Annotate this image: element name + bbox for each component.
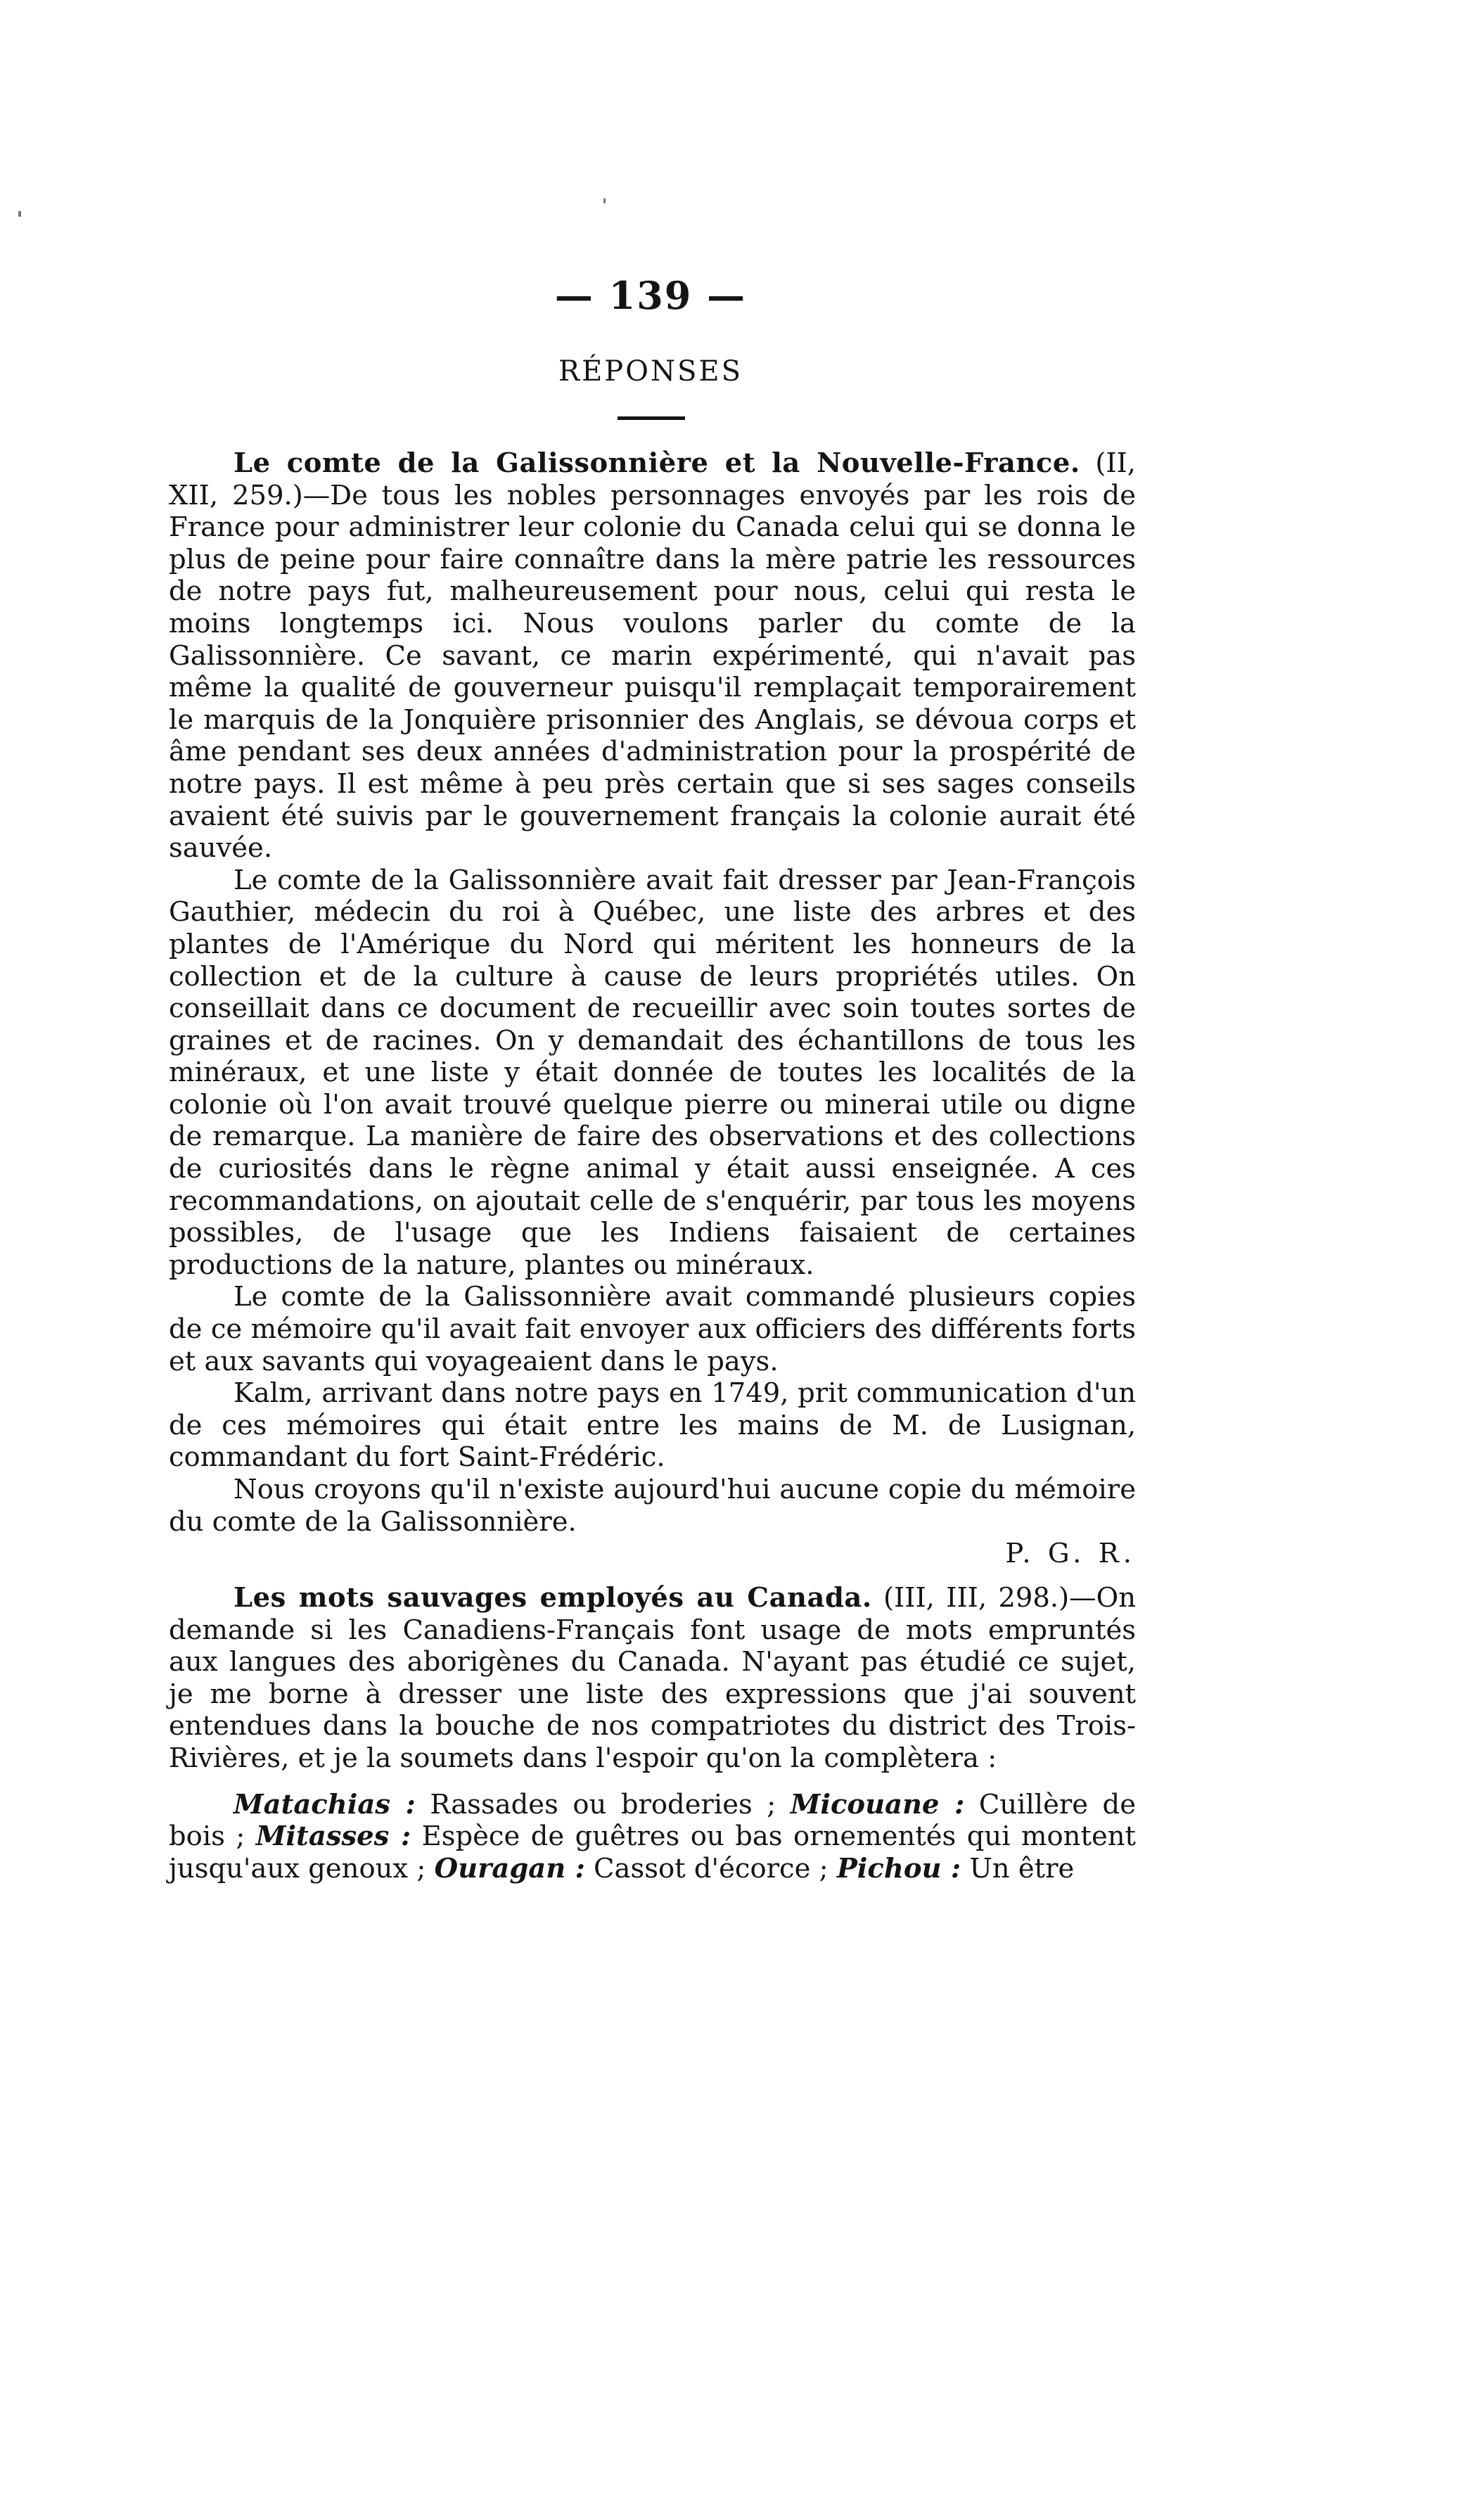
page-number: — 139 — bbox=[554, 273, 747, 318]
article-mots-sauvages bbox=[169, 1582, 1136, 1884]
glossary-definition: Un être bbox=[961, 1852, 1075, 1884]
glossary-definition: Espèce de guêtres ou bas ornementés qui montent jusqu'aux genoux ; bbox=[169, 1820, 1136, 1884]
glossary-term: Micouane : bbox=[790, 1788, 965, 1820]
article-galissonniere bbox=[169, 447, 1136, 1570]
article-1-paragraph-5: Nous croyons qu'il n'existe aujourd'hui aucune copie du mémoire du comte de la Galissonnière. bbox=[169, 1474, 1136, 1538]
glossary-term: Pichou : bbox=[836, 1852, 961, 1884]
article-1-paragraph-1 bbox=[169, 447, 1136, 865]
article-1-paragraph-4: Kalm, arrivant dans notre pays en 1749, prit communication d'un de ces mémoires qui était entre les mains de M. de Lusignan, commandant du fort Saint-Frédéric. bbox=[169, 1377, 1136, 1474]
section-title: RÉPONSES bbox=[558, 355, 743, 388]
scan-speck bbox=[603, 198, 606, 203]
scan-speck bbox=[18, 211, 21, 217]
glossary-term: Matachias : bbox=[234, 1788, 416, 1820]
glossary-definition: Cassot d'écorce ; bbox=[584, 1852, 837, 1884]
article-1-signature: P. G. R. bbox=[1005, 1538, 1136, 1570]
article-1-text-1: (II, XII, 259.)—De tous les nobles personnages envoyés par les rois de France pour administrer leur colonie du Canada celui qui se donna le plus de peine pour faire connaître dans la mère patrie les ressources de notre pays fut, malheureusement pour nous, celui qui resta le moins longtemps ici. Nous voulons parler du comte de la Galissonnière. Ce savant, ce marin expérimenté, qui n'avait pas même la qualité de gouverneur puisqu'il remplaçait temporairement le marquis de la Jonquière prisonnier des Anglais, se dévoua corps et âme pendant ses deux années d'administration pour la prospérité de notre pays. Il est même à peu près certain que si ses sages conseils avaient été suivis par le gouvernement français la colonie aurait été sauvée. bbox=[169, 447, 1136, 865]
article-1-title: Le comte de la Galissonnière et la Nouvelle-France. bbox=[234, 447, 1080, 479]
title-rule bbox=[618, 416, 685, 420]
article-1-paragraph-2: Le comte de la Galissonnière avait fait dresser par Jean-François Gauthier, médecin du roi à Québec, une liste des arbres et des plantes de l'Amérique du Nord qui méritent les honneurs de la collection et de la culture à cause de leurs propriétés utiles. On conseillait dans ce document de recueillir avec soin toutes sortes de graines et de racines. On y demandait des échantillons de tous les minéraux, et une liste y était donnée de toutes les localités de la colonie où l'on avait trouvé quelque pierre ou minerai utile ou digne de remarque. La manière de faire des observations et des collections de curiosités dans le règne animal y était aussi enseignée. A ces recommandations, on ajoutait celle de s'enquérir, par tous les moyens possibles, de l'usage que les Indiens faisaient de certaines productions de la nature, plantes ou minéraux. bbox=[169, 864, 1136, 1281]
article-2-paragraph-1 bbox=[169, 1582, 1136, 1775]
glossary-list bbox=[169, 1789, 1136, 1885]
glossary-definition: Cuillère de bois ; bbox=[169, 1788, 1136, 1853]
article-2-intro: (III, III, 298.)—On demande si les Canadiens-Français font usage de mots empruntés aux langues des aborigènes du Canada. N'ayant pas étudié ce sujet, je me borne à dresser une liste des expressions que j'ai souvent entendues dans la bouche de nos compatriotes du district des Trois-Rivières, et je la soumets dans l'espoir qu'on la complètera : bbox=[169, 1582, 1137, 1774]
article-2-title: Les mots sauvages employés au Canada. bbox=[234, 1582, 872, 1614]
glossary-term: Ouragan : bbox=[434, 1852, 585, 1884]
glossary-term: Mitasses : bbox=[255, 1820, 411, 1853]
glossary-definition: Rassades ou broderies ; bbox=[415, 1788, 791, 1820]
article-1-paragraph-3: Le comte de la Galissonnière avait commandé plusieurs copies de ce mémoire qu'il avait fait envoyer aux officiers des différents forts et aux savants qui voyageaient dans le pays. bbox=[169, 1281, 1136, 1377]
